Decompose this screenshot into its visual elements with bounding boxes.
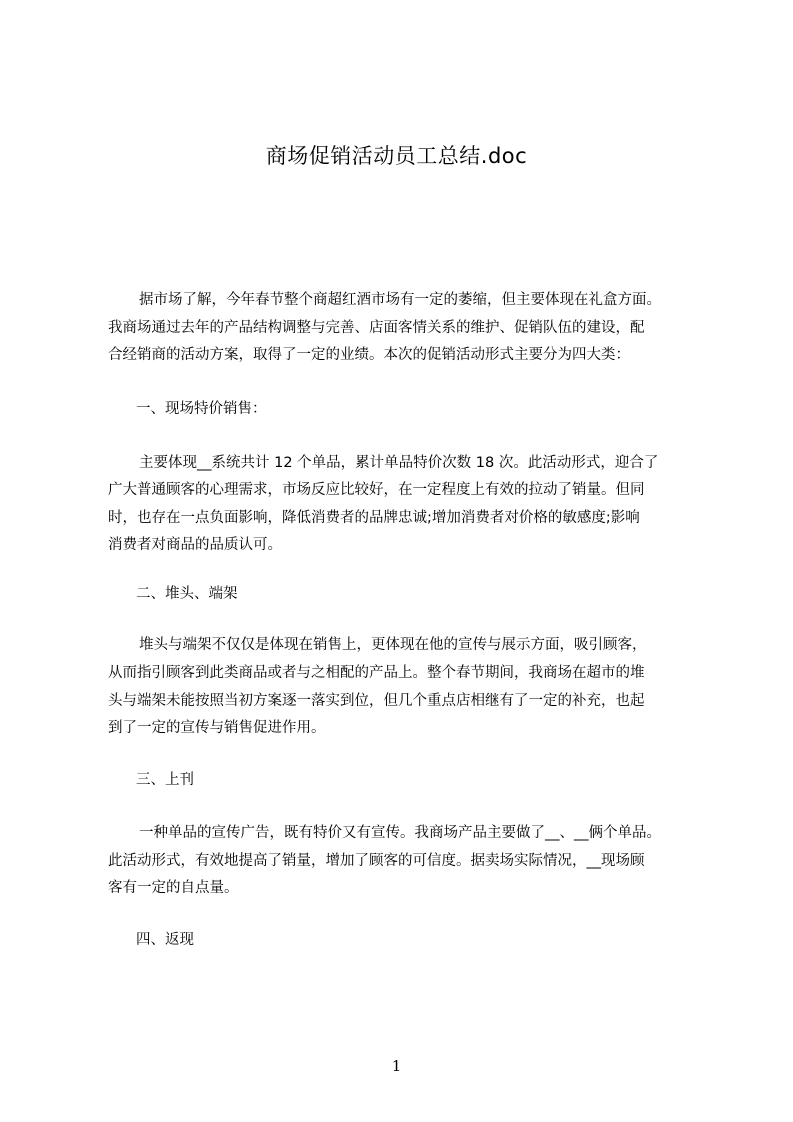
section-2-line-2: 从而指引顾客到此类商品或者与之相配的产品上。整个春节期间，我商场在超市的堆 [108, 665, 645, 681]
section-1-line-4: 消费者对商品的品质认可。 [108, 537, 282, 553]
section-heading-4: 四、返现 [136, 932, 194, 948]
document-title: 商场促销活动员工总结.doc [265, 144, 528, 168]
section-heading-3: 三、上刊 [136, 772, 194, 788]
page-number: 1 [391, 1057, 402, 1075]
section-1-line-2: 广大普通顾客的心理需求，市场反应比较好，在一定程度上有效的拉动了销量。但同 [108, 482, 645, 498]
section-3-line-2: 此活动形式，有效地提高了销量，增加了顾客的可信度。据卖场实际情况，__现场顾 [108, 853, 645, 869]
section-2-line-3: 头与端架未能按照当初方案逐一落实到位，但几个重点店相继有了一定的补充，也起 [108, 693, 645, 709]
section-1-line-1: 主要体现__系统共计 12 个单品，累计单品特价次数 18 次。此活动形式，迎合了 [139, 455, 659, 471]
intro-line-2: 我商场通过去年的产品结构调整与完善、店面客情关系的维护、促销队伍的建设，配 [108, 320, 645, 336]
intro-line-3: 合经销商的活动方案，取得了一定的业绩。本次的促销活动形式主要分为四大类： [108, 347, 630, 363]
section-3-line-3: 客有一定的自点量。 [108, 880, 239, 896]
section-2-line-4: 到了一定的宣传与销售促进作用。 [108, 720, 326, 736]
section-heading-1: 一、现场特价销售： [136, 401, 267, 417]
section-3-line-1: 一种单品的宣传广告，既有特价又有宣传。我商场产品主要做了__、__俩个单品。 [139, 825, 661, 841]
section-2-line-1: 堆头与端架不仅仅是体现在销售上，更体现在他的宣传与展示方面，吸引顾客， [139, 637, 647, 653]
intro-line-1: 据市场了解，今年春节整个商超红酒市场有一定的萎缩，但主要体现在礼盒方面。 [139, 292, 661, 308]
section-heading-2: 二、堆头、端架 [136, 586, 238, 602]
section-1-line-3: 时，也存在一点负面影响，降低消费者的品牌忠诚;增加消费者对价格的敏感度;影响 [108, 510, 640, 526]
